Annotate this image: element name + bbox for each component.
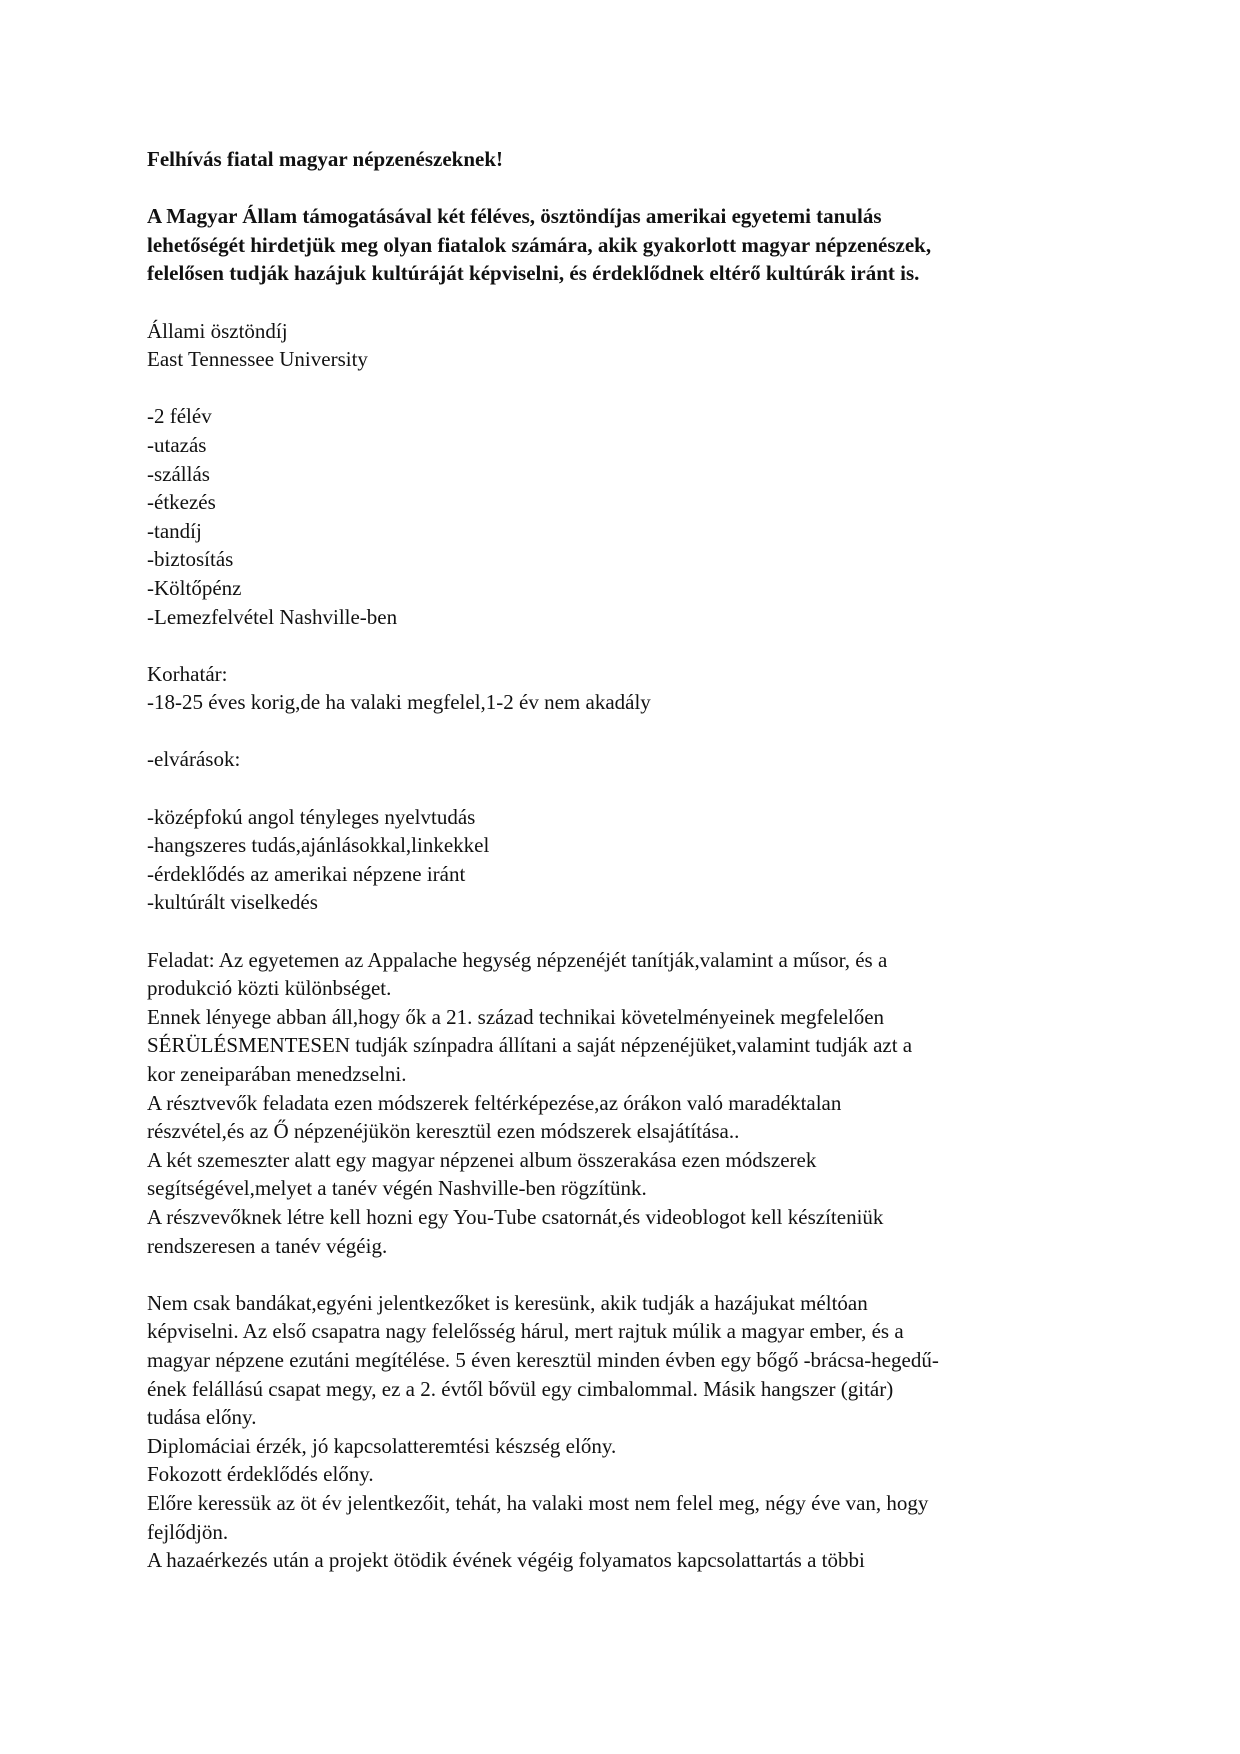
age-limit-block <box>147 660 1107 717</box>
benefit-item: -szállás <box>147 461 210 486</box>
expectation-item: -középfokú angol tényleges nyelvtudás <box>147 804 476 829</box>
intro-line: A Magyar Állam támogatásával két féléves, ösztöndíjas amerikai egyetemi tanulás <box>147 204 882 229</box>
benefits-list <box>147 402 1107 631</box>
document-page <box>147 145 1107 1575</box>
task-line: kor zeneiparában menedzselni. <box>147 1062 407 1086</box>
benefit-item: -étkezés <box>147 490 216 515</box>
spacer <box>147 917 1107 946</box>
intro-line: lehetőségét hirdetjük meg olyan fiatalok számára, akik gyakorlott magyar népzenészek, <box>147 232 932 257</box>
benefit-item: -Költőpénz <box>147 575 242 600</box>
benefit-item: -Lemezfelvétel Nashville-ben <box>147 604 398 629</box>
closing-paragraph <box>147 1289 1107 1575</box>
spacer <box>147 288 1107 317</box>
task-line: Ennek lényege abban áll,hogy ők a 21. század technikai követelményeinek megfelelően <box>147 1004 885 1029</box>
closing-line: magyar népzene ezutáni megítélése. 5 éven keresztül minden évben egy bőgő -brácsa-hegedű- <box>147 1347 939 1372</box>
spacer <box>147 374 1107 403</box>
spacer <box>147 631 1107 660</box>
task-line: A két szemeszter alatt egy magyar népzenei album összerakása ezen módszerek <box>147 1147 817 1172</box>
task-line: Feladat: Az egyetemen az Appalache hegység népzenéjét tanítják,valamint a műsor, és a <box>147 947 888 972</box>
scholarship-block <box>147 317 1107 374</box>
spacer <box>147 774 1107 803</box>
spacer <box>147 1260 1107 1289</box>
task-line: SÉRÜLÉSMENTESEN tudják színpadra állítani a saját népzenéjüket,valamint tudják azt a <box>147 1033 913 1058</box>
spacer <box>147 174 1107 203</box>
task-line: részvétel,és az Ő népzenéjükön keresztül ezen módszerek elsajátítása.. <box>147 1119 740 1144</box>
spacer <box>147 717 1107 746</box>
document-title: Felhívás fiatal magyar népzenészeknek! <box>147 147 503 171</box>
closing-line: Nem csak bandákat,egyéni jelentkezőket is keresünk, akik tudják a hazájukat méltóan <box>147 1290 868 1315</box>
closing-line: ének felállású csapat megy, ez a 2. évtől bővül egy cimbalommal. Másik hangszer (gitár) <box>147 1376 894 1401</box>
task-line: A résztvevők feladata ezen módszerek feltérképezése,az órákon való maradéktalan <box>147 1090 842 1115</box>
closing-line: A hazaérkezés után a projekt ötödik évének végéig folyamatos kapcsolattartás a többi <box>147 1548 865 1573</box>
expectations-list <box>147 803 1107 917</box>
expectations-heading: -elvárások: <box>147 747 241 772</box>
university-name: East Tennessee University <box>147 347 368 372</box>
expectation-item: -hangszeres tudás,ajánlásokkal,linkekkel <box>147 833 490 858</box>
closing-line: Diplomáciai érzék, jó kapcsolatteremtési készség előny. <box>147 1433 617 1458</box>
age-limit-heading: Korhatár: <box>147 661 228 686</box>
task-line: produkció közti különbséget. <box>147 976 392 1001</box>
closing-line: képviselni. Az első csapatra nagy felelősség hárul, mert rajtuk múlik a magyar ember, és a <box>147 1319 904 1344</box>
closing-line: Előre keressük az öt év jelentkezőit, tehát, ha valaki most nem felel meg, négy éve van, hogy <box>147 1490 929 1515</box>
intro-paragraph <box>147 202 1107 288</box>
closing-line: fejlődjön. <box>147 1519 229 1544</box>
benefit-item: -tandíj <box>147 518 202 543</box>
benefit-item: -biztosítás <box>147 547 234 572</box>
task-line: segítségével,melyet a tanév végén Nashville-ben rögzítünk. <box>147 1176 647 1201</box>
task-paragraph <box>147 946 1107 1261</box>
closing-line: Fokozott érdeklődés előny. <box>147 1462 374 1487</box>
task-line: A részvevőknek létre kell hozni egy You-Tube csatornát,és videoblogot kell készíteniük <box>147 1204 884 1229</box>
benefit-item: -2 félév <box>147 404 212 429</box>
closing-line: tudása előny. <box>147 1405 257 1430</box>
expectation-item: -kultúrált viselkedés <box>147 890 318 915</box>
intro-line: felelősen tudják hazájuk kultúráját képviselni, és érdeklődnek eltérő kultúrák iránt is. <box>147 261 920 286</box>
expectation-item: -érdeklődés az amerikai népzene iránt <box>147 861 466 886</box>
benefit-item: -utazás <box>147 432 207 457</box>
task-line: rendszeresen a tanév végéig. <box>147 1233 388 1258</box>
scholarship-type: Állami ösztöndíj <box>147 318 288 343</box>
age-limit-text: -18-25 éves korig,de ha valaki megfelel,1-2 év nem akadály <box>147 690 651 715</box>
